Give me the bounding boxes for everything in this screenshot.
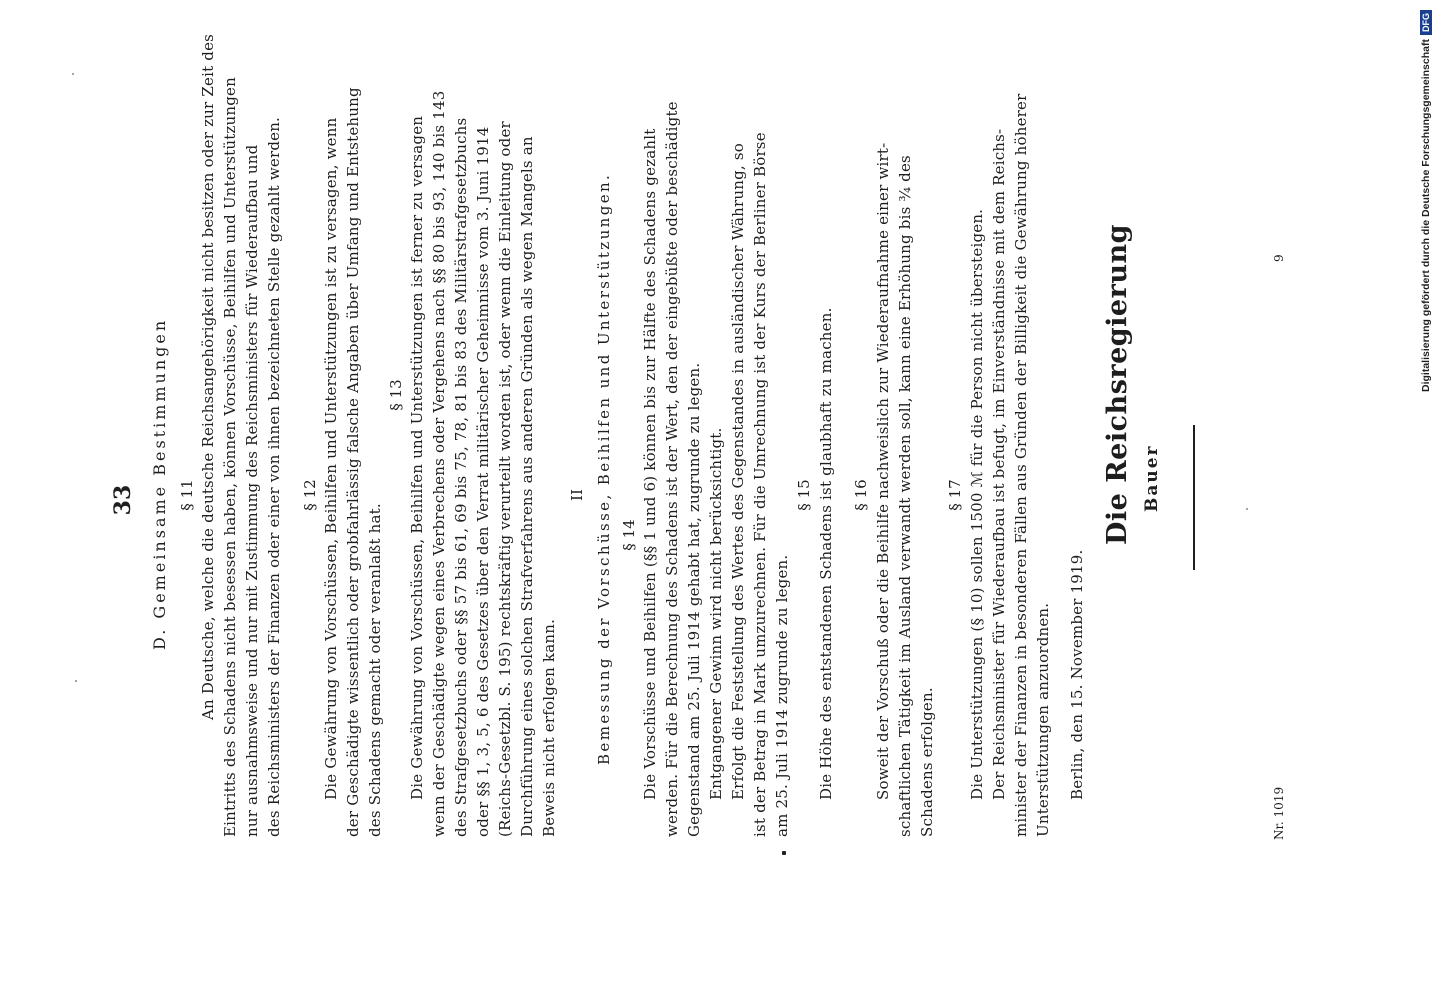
paragraph-line: Erfolgt die Feststellung des Wertes des Gegenstandes in ausländischer Währung, so	[729, 143, 747, 800]
footer-right: 9	[1272, 254, 1286, 262]
section-heading-11: § 11	[178, 479, 196, 511]
scan-speck	[75, 680, 77, 682]
paragraph-line: werden. Für die Berechnung des Schadens ist der Wert, den der eingebüßte oder beschädigte	[663, 101, 681, 837]
paragraph-line: (Reichs-Gesetzbl. S. 195) rechtskräftig verurteilt worden ist, oder wenn die Einleitung oder	[496, 121, 514, 837]
footer-left: Nr. 1019	[1272, 786, 1286, 840]
paragraph-line: nur ausnahmsweise und nur mit Zustimmung des Reichsministers für Wiederaufbau und	[243, 144, 261, 837]
part-subheading: Bemessung der Vorschüsse, Beihilfen und Unterstützungen.	[595, 172, 613, 765]
signature-rule	[1193, 425, 1195, 570]
paragraph-line: am 25. Juli 1914 zugrunde zu legen.	[773, 554, 791, 837]
section-heading-12: § 12	[301, 479, 319, 511]
paragraph-line: An Deutsche, welche die deutsche Reichsangehörigkeit nicht besitzen oder zur Zeit des	[199, 33, 217, 720]
part-heading: II	[568, 489, 586, 501]
paragraph-line: Durchführung eines solchen Strafverfahrens aus anderen Gründen als wegen Mangels an	[518, 136, 536, 837]
paragraph-line: Unterstützungen anzuordnen.	[1034, 602, 1052, 837]
paragraph-line: Beweis nicht erfolgen kann.	[540, 618, 558, 837]
paragraph-line: der Geschädigte wissentlich oder grobfahrlässig falsche Angaben über Umfang und Entstehung	[344, 87, 362, 837]
paragraph-line: Die Gewährung von Vorschüssen, Beihilfen und Unterstützungen ist zu versagen, wenn	[322, 117, 340, 800]
section-heading-15: § 15	[795, 479, 813, 511]
paragraph-line: minister der Finanzen in besonderen Fällen aus Gründen der Billigkeit die Gewährung höherer	[1012, 93, 1030, 837]
digitization-note: Digitalisierung gefördert durch die Deutsche Forschungsgemeinschaft	[1420, 39, 1432, 392]
paragraph-line: oder §§ 1, 3, 5, 6 des Gesetzes über den Verrat militärischer Geheimnisse vom 3. Juni 1914	[474, 126, 492, 837]
paragraph-line: Die Vorschüsse und Beihilfen (§§ 1 und 6) können bis zur Hälfte des Schadens gezahlt	[641, 128, 659, 800]
paragraph-line: Eintritts des Schadens nicht besessen haben, können Vorschüsse, Beihilfen und Unterstützungen	[221, 77, 239, 837]
paragraph-line: Die Unterstützungen (§ 10) sollen 1500 ℳ für die Person nicht übersteigen.	[968, 208, 986, 800]
dfg-logo: DFG	[1420, 10, 1432, 35]
section-heading-14: § 14	[620, 519, 638, 551]
signature-name: Bauer	[1142, 444, 1162, 512]
paragraph-line: Gegenstand am 25. Juli 1914 gehabt hat, zugrunde zu legen.	[685, 362, 703, 837]
section-title: D. Gemeinsame Bestimmungen	[150, 317, 169, 650]
section-heading-17: § 17	[946, 479, 964, 511]
paragraph-line: wenn der Geschädigte wegen eines Verbrechens oder Vergehens nach §§ 80 bis 93, 140 bis 143	[430, 90, 448, 837]
page-number: 33	[110, 484, 136, 516]
scan-speck	[72, 73, 74, 75]
paragraph-line: des Reichsministers der Finanzen oder einer von ihnen bezeichneten Stelle gezahlt werden.	[265, 116, 283, 837]
paragraph-line: Entgangener Gewinn wird nicht berücksichtigt.	[707, 427, 725, 800]
paragraph-line: des Strafgesetzbuchs oder §§ 57 bis 61, 69 bis 75, 78, 81 bis 83 des Militärstrafgesetzbuchs	[452, 117, 470, 837]
paragraph-line: Soweit der Vorschuß oder die Beihilfe nachweislich zur Wiederaufnahme einer wirt-	[874, 142, 892, 800]
paragraph-line: Die Höhe des entstandenen Schadens ist glaubhaft zu machen.	[817, 307, 835, 800]
section-heading-13: § 13	[387, 379, 405, 411]
paragraph-line: Schadens erfolgen.	[918, 687, 936, 837]
digitization-note-rotated	[1416, 0, 1434, 392]
scan-speck	[782, 851, 786, 855]
scan-speck	[1246, 508, 1248, 510]
section-heading-16: § 16	[852, 479, 870, 511]
paragraph-line: des Schadens gemacht oder veranlaßt hat.	[366, 503, 384, 837]
paragraph-line: schaftlichen Tätigkeit im Ausland verwandt werden soll, kann eine Erhöhung bis ¾ des	[896, 155, 914, 837]
signature-government: Die Reichsregierung	[1102, 224, 1133, 545]
paragraph-line: ist der Betrag in Mark umzurechnen. Für die Umrechnung ist der Kurs der Berliner Börse	[751, 132, 769, 837]
digitization-sidebar	[1416, 0, 1434, 1000]
paragraph-line: Die Gewährung von Vorschüssen, Beihilfen und Unterstützungen ist ferner zu versagen	[408, 115, 426, 800]
date-line: Berlin, den 15. November 1919.	[1068, 549, 1086, 800]
paragraph-line: Der Reichsminister für Wiederaufbau ist befugt, im Einverständnisse mit dem Reichs-	[990, 128, 1008, 800]
